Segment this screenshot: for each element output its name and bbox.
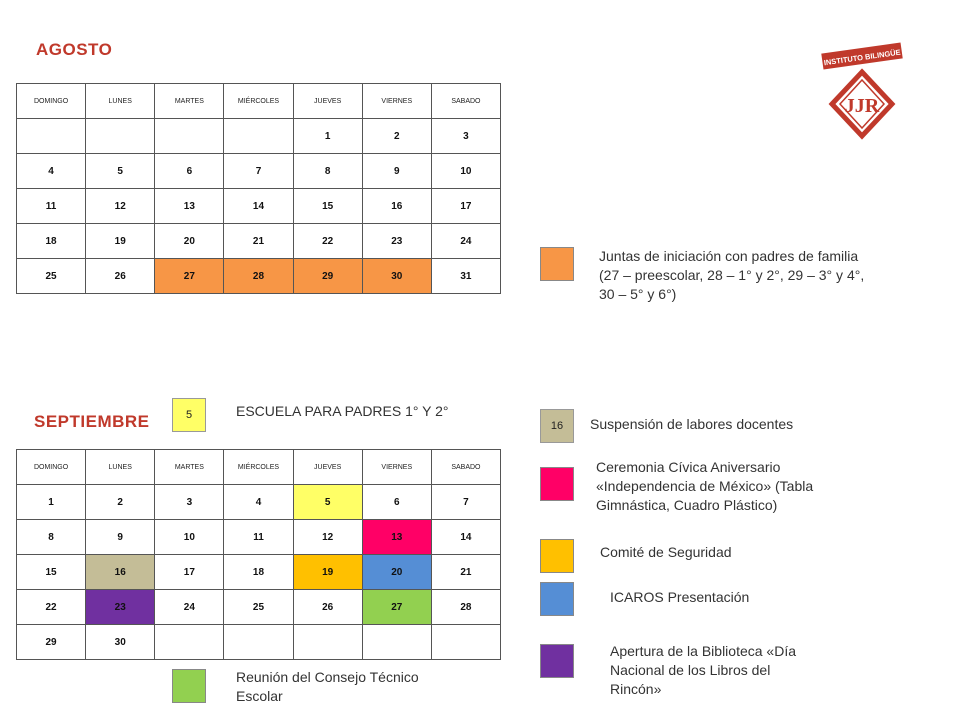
- weekday-header-row: [17, 450, 501, 485]
- day-cell: 5: [86, 154, 155, 189]
- weekday-header: JUEVES: [293, 84, 362, 119]
- day-cell: 7: [431, 485, 500, 520]
- day-cell: 16: [362, 189, 431, 224]
- day-cell: 19: [293, 555, 362, 590]
- weekday-header: VIERNES: [362, 450, 431, 485]
- day-cell: 6: [362, 485, 431, 520]
- day-cell: 9: [362, 154, 431, 189]
- weekday-header: SABADO: [431, 84, 500, 119]
- day-cell: 30: [86, 625, 155, 660]
- day-cell: 9: [86, 520, 155, 555]
- august-calendar: [16, 83, 501, 294]
- week-row: [17, 625, 501, 660]
- weekday-header-row: [17, 84, 501, 119]
- day-cell: 2: [86, 485, 155, 520]
- day-cell: 22: [17, 590, 86, 625]
- empty-day-cell: [155, 625, 224, 660]
- day-cell: 29: [293, 259, 362, 294]
- day-cell: 28: [224, 259, 293, 294]
- legend-swatch-magenta: [540, 467, 574, 501]
- week-row: [17, 485, 501, 520]
- day-cell: 21: [224, 224, 293, 259]
- day-cell: 24: [155, 590, 224, 625]
- week-row: [17, 224, 501, 259]
- september-calendar: [16, 449, 501, 660]
- week-row: [17, 590, 501, 625]
- legend-library: Apertura de la Biblioteca «Día Nacional de los Libros del Rincón»: [610, 643, 796, 697]
- empty-day-cell: [224, 625, 293, 660]
- week-row: [17, 189, 501, 224]
- day-cell: 16: [86, 555, 155, 590]
- empty-day-cell: [86, 119, 155, 154]
- week-row: [17, 259, 501, 294]
- day-cell: 8: [17, 520, 86, 555]
- weekday-header: MIÉRCOLES: [224, 450, 293, 485]
- empty-day-cell: [431, 625, 500, 660]
- legend-swatch-purple: [540, 644, 574, 678]
- day-cell: 15: [17, 555, 86, 590]
- day-cell: 14: [224, 189, 293, 224]
- legend-badge-school-for-parents: 5: [172, 398, 206, 432]
- school-logo: [812, 42, 912, 142]
- day-cell: 11: [17, 189, 86, 224]
- day-cell: 1: [293, 119, 362, 154]
- day-cell: 21: [431, 555, 500, 590]
- legend-council: Reunión del Consejo Técnico Escolar: [236, 669, 419, 704]
- weekday-header: VIERNES: [362, 84, 431, 119]
- weekday-header: MARTES: [155, 84, 224, 119]
- legend-parent-meetings: Juntas de iniciación con padres de familia (27 – preescolar, 28 – 1° y 2°, 29 – 3° y 4°, 30 – 5° y 6°): [599, 248, 865, 302]
- legend-swatch-gold: [540, 539, 574, 573]
- legend-suspension: Suspensión de labores docentes: [590, 416, 794, 432]
- weekday-header: SABADO: [431, 450, 500, 485]
- day-cell: 24: [431, 224, 500, 259]
- day-cell: 6: [155, 154, 224, 189]
- day-cell: 30: [362, 259, 431, 294]
- day-cell: 15: [293, 189, 362, 224]
- weekday-header: LUNES: [86, 84, 155, 119]
- day-cell: 4: [17, 154, 86, 189]
- day-cell: 26: [86, 259, 155, 294]
- day-cell: 13: [362, 520, 431, 555]
- logo-monogram: JJR: [844, 95, 880, 117]
- day-cell: 20: [155, 224, 224, 259]
- day-cell: 11: [224, 520, 293, 555]
- day-cell: 5: [293, 485, 362, 520]
- day-cell: 20: [362, 555, 431, 590]
- day-cell: 17: [155, 555, 224, 590]
- day-cell: 12: [86, 189, 155, 224]
- day-cell: 23: [86, 590, 155, 625]
- week-row: [17, 119, 501, 154]
- day-cell: 10: [155, 520, 224, 555]
- day-cell: 17: [431, 189, 500, 224]
- legend-school-for-parents: ESCUELA PARA PADRES 1° Y 2°: [236, 403, 449, 419]
- day-cell: 19: [86, 224, 155, 259]
- legend-ceremony: Ceremonia Cívica Aniversario «Independencia de México» (Tabla Gimnástica, Cuadro Plástico): [596, 459, 814, 513]
- day-cell: 23: [362, 224, 431, 259]
- august-title: AGOSTO: [36, 40, 113, 59]
- day-cell: 25: [17, 259, 86, 294]
- legend-badge-suspension: 16: [540, 409, 574, 443]
- week-row: [17, 555, 501, 590]
- weekday-header: DOMINGO: [17, 450, 86, 485]
- legend-swatch-orange: [540, 247, 574, 281]
- day-cell: 13: [155, 189, 224, 224]
- september-title: SEPTIEMBRE: [34, 412, 150, 431]
- day-cell: 25: [224, 590, 293, 625]
- empty-day-cell: [362, 625, 431, 660]
- empty-day-cell: [293, 625, 362, 660]
- legend-swatch-green: [172, 669, 206, 703]
- day-cell: 26: [293, 590, 362, 625]
- day-cell: 1: [17, 485, 86, 520]
- day-cell: 10: [431, 154, 500, 189]
- empty-day-cell: [224, 119, 293, 154]
- day-cell: 4: [224, 485, 293, 520]
- empty-day-cell: [155, 119, 224, 154]
- empty-day-cell: [17, 119, 86, 154]
- weekday-header: LUNES: [86, 450, 155, 485]
- day-cell: 29: [17, 625, 86, 660]
- legend-icaros: ICAROS Presentación: [610, 589, 750, 605]
- weekday-header: DOMINGO: [17, 84, 86, 119]
- day-cell: 7: [224, 154, 293, 189]
- day-cell: 8: [293, 154, 362, 189]
- day-cell: 2: [362, 119, 431, 154]
- week-row: [17, 154, 501, 189]
- day-cell: 3: [431, 119, 500, 154]
- day-cell: 31: [431, 259, 500, 294]
- day-cell: 14: [431, 520, 500, 555]
- day-cell: 3: [155, 485, 224, 520]
- day-cell: 27: [155, 259, 224, 294]
- day-cell: 12: [293, 520, 362, 555]
- weekday-header: MARTES: [155, 450, 224, 485]
- day-cell: 22: [293, 224, 362, 259]
- legend-safety-committee: Comité de Seguridad: [600, 544, 732, 560]
- day-cell: 18: [224, 555, 293, 590]
- logo-banner-text: INSTITUTO BILINGÜE: [823, 47, 902, 68]
- day-cell: 27: [362, 590, 431, 625]
- weekday-header: MIÉRCOLES: [224, 84, 293, 119]
- day-cell: 28: [431, 590, 500, 625]
- week-row: [17, 520, 501, 555]
- weekday-header: JUEVES: [293, 450, 362, 485]
- day-cell: 18: [17, 224, 86, 259]
- legend-swatch-blue: [540, 582, 574, 616]
